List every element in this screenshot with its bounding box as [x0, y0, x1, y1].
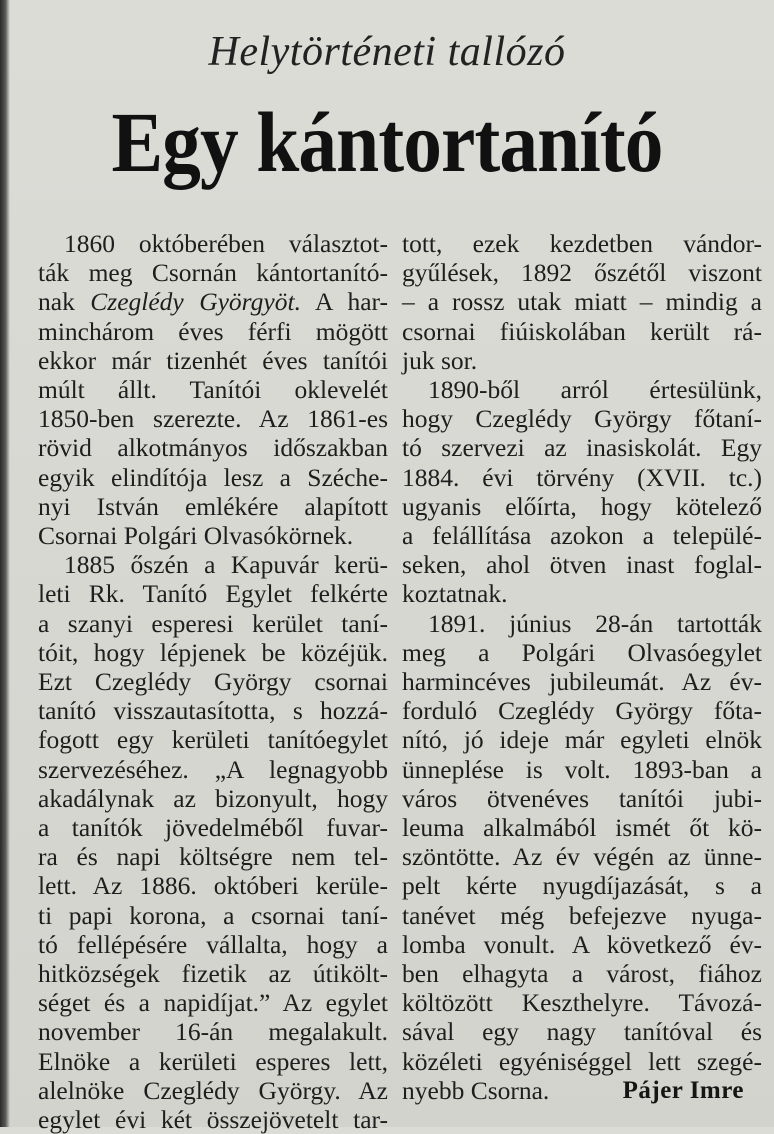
- text-line: hitközségek fizetik az útikölt-: [38, 959, 388, 989]
- text-line: leti Rk. Tanító Egylet felkérte: [38, 579, 388, 609]
- text-line: ugyanis előírta, hogy kötelező: [402, 491, 762, 521]
- text-line: ra és napi költségre nem tel-: [38, 842, 388, 872]
- text-line: forduló Czeglédy György főta-: [402, 696, 762, 726]
- text-line: 1885 őszén a Kapuvár kerü-: [64, 550, 388, 580]
- text-line: közéleti egyéniséggel lett szegé-: [402, 1046, 762, 1076]
- text-line: sával egy nagy tanítóval és: [402, 1017, 762, 1047]
- text-line: 1884. évi törvény (XVII. tc.): [402, 462, 762, 492]
- text-line: minchárom éves férfi mögött: [38, 316, 388, 346]
- text-line: november 16-án megalakult.: [38, 1017, 388, 1047]
- text-line: tott, ezek kezdetben vándor-: [402, 229, 762, 258]
- text-line: tóit, hogy lépjenek be közéjük.: [38, 637, 388, 667]
- text-line: ben elhagyta a várost, fiához: [402, 959, 762, 989]
- text-line: város ötvenéves tanítói jubi-: [402, 783, 762, 813]
- page-edge-shadow: [0, 0, 10, 1127]
- text-line: ti papi korona, a csornai taní-: [38, 900, 388, 930]
- text-line: nyi István emlékére alapított: [38, 491, 388, 521]
- text-line: leuma alkalmából ismét őt kö-: [402, 813, 762, 843]
- text-line: tanévet még befejezve nyuga-: [402, 900, 762, 930]
- text-line: nító, jó ideje már egyleti elnök: [402, 725, 762, 755]
- section-kicker: Helytörténeti tallózó: [208, 29, 566, 75]
- text-line: koztatnak.: [402, 579, 508, 609]
- text-line: a tanítók jövedelméből fuvar-: [38, 813, 388, 843]
- text-line: Elnöke a kerületi esperes lett,: [38, 1046, 388, 1076]
- text-line: rövid alkotmányos időszakban: [38, 433, 388, 463]
- article-column-right: [402, 229, 762, 1105]
- text-line: akadálynak az bizonyult, hogy: [38, 783, 388, 813]
- text-line: nyebb Csorna.: [402, 1075, 550, 1105]
- author-byline: Pájer Imre: [622, 1077, 744, 1104]
- text-line: 1860 októberében választot-: [64, 229, 388, 258]
- text-line: egylet évi két összejövetelt tar-: [38, 1105, 388, 1134]
- text-line: fogott egy kerületi tanítóegylet: [38, 725, 388, 755]
- text-line: tó szervezi az inasiskolát. Egy: [402, 433, 762, 463]
- text-line: tó fellépésére vállalta, hogy a: [38, 929, 388, 959]
- text-line: 1850-ben szerezte. Az 1861-es: [38, 404, 388, 434]
- text-line: ták meg Csornán kántortanító-: [38, 258, 388, 288]
- text-line: gyűlések, 1892 őszétől viszont: [402, 258, 762, 288]
- text-line: Ezt Czeglédy György csornai: [38, 667, 388, 697]
- text-line: egyik elindítója lesz a Széche-: [38, 462, 388, 492]
- text-line: tanító visszautasította, s hozzá-: [38, 696, 388, 726]
- text-line: a felállítása azokon a települé-: [402, 521, 762, 551]
- text-line: 1890-ből arról értesülünk,: [428, 375, 762, 405]
- text-line: pelt kérte nyugdíjazását, s a: [402, 871, 762, 901]
- text-line: hogy Czeglédy György főtaní-: [402, 404, 762, 434]
- text-line: költözött Keszthelyre. Távozá-: [402, 988, 762, 1018]
- text-line: lomba vonult. A következő év-: [402, 929, 762, 959]
- text-line: lett. Az 1886. októberi kerüle-: [38, 871, 388, 901]
- text-line: meg a Polgári Olvasóegylet: [402, 637, 762, 667]
- article-column-left: [38, 229, 388, 1134]
- text-line: ünneplése is volt. 1893-ban a: [402, 754, 762, 784]
- text-line: harmincéves jubileumát. Az év-: [402, 667, 762, 697]
- text-line: múlt állt. Tanítói oklevelét: [38, 375, 388, 405]
- text-line: ekkor már tizenhét éves tanítói: [38, 345, 388, 375]
- text-line: seken, ahol ötven inast foglal-: [402, 550, 762, 580]
- text-line: nak Czeglédy Györgyöt. A har-: [38, 287, 388, 317]
- article-headline: Egy kántortanító: [111, 94, 663, 190]
- text-line: séget és a napidíjat.” Az egylet: [38, 988, 388, 1018]
- text-line: juk sor.: [402, 345, 478, 375]
- text-line: szervezéséhez. „A legnagyobb: [38, 754, 388, 784]
- text-line: szöntötte. Az év végén az ünne-: [402, 842, 762, 872]
- text-line: csornai fiúiskolában került rá-: [402, 316, 762, 346]
- text-line: a szanyi esperesi kerület taní-: [38, 608, 388, 638]
- text-line: 1891. június 28-án tartották: [428, 608, 762, 638]
- text-line: – a rossz utak miatt – mindig a: [402, 287, 762, 317]
- text-line: Csornai Polgári Olvasókörnek.: [38, 521, 354, 551]
- text-line: alelnöke Czeglédy György. Az: [38, 1075, 388, 1105]
